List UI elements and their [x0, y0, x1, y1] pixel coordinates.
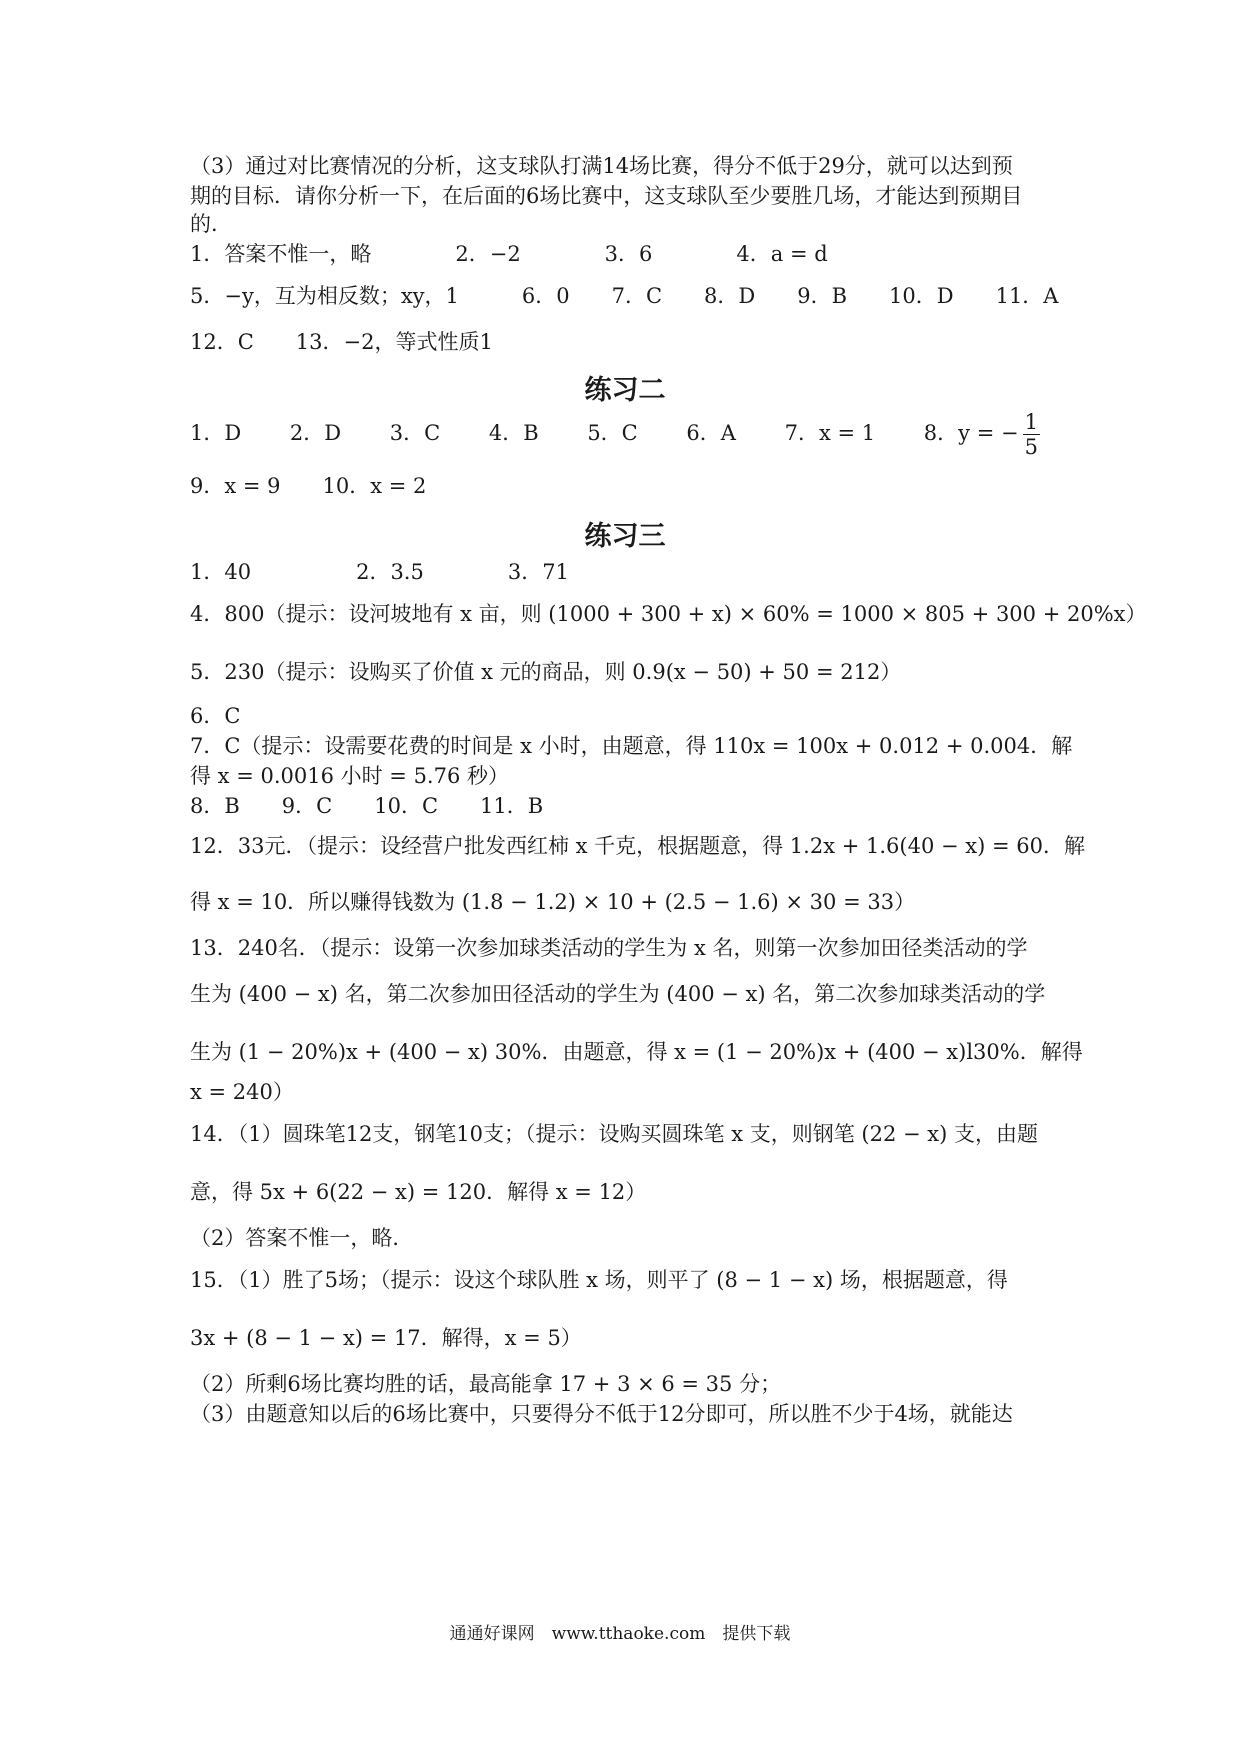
ex3-line-6: 得 x = 0.0016 小时 = 5.76 秒） [190, 764, 509, 788]
section-title-exercise-3: 练习三 [584, 521, 666, 552]
ex3-line-13: x = 240） [190, 1080, 294, 1104]
ex1-line-2: 5．−y，互为相反数；xy，1 6．0 7．C 8．D 9．B 10．D 11．A [190, 284, 1059, 308]
ex3-line-5: 7．C（提示：设需要花费的时间是 x 小时，由题意，得 110x = 100x + 0.012 + 0.004．解 [190, 734, 1073, 758]
fraction-numerator: 1 [1024, 410, 1038, 434]
ex3-line-18: 3x + (8 − 1 − x) = 17．解得，x = 5） [190, 1326, 582, 1350]
intro-line-1: （3）通过对比赛情况的分析，这支球队打满14场比赛，得分不低于29分，就可以达到预 [190, 154, 1013, 178]
ex3-line-10: 13．240名．（提示：设第一次参加球类活动的学生为 x 名，则第一次参加田径类活动的学 [190, 936, 1028, 960]
ex3-line-14: 14．（1）圆珠笔12支，钢笔10支；（提示：设购买圆珠笔 x 支，则钢笔 (22 − x) 支，由题 [190, 1122, 1038, 1146]
ex3-line-7: 8．B 9．C 10．C 11．B [190, 794, 544, 818]
intro-line-2: 期的目标．请你分析一下，在后面的6场比赛中，这支球队至少要胜几场，才能达到预期目 [190, 184, 1023, 208]
ex3-line-9: 得 x = 10．所以赚得钱数为 (1.8 − 1.2) × 10 + (2.5 − 1.6) × 30 = 33） [190, 890, 916, 914]
ex3-line-19: （2）所剩6场比赛均胜的话，最高能拿 17 + 3 × 6 = 35 分； [190, 1372, 782, 1396]
ex3-line-12: 生为 (1 − 20%)x + (400 − x) 30%．由题意，得 x = (1 − 20%)x + (400 − x)l30%．解得 [190, 1040, 1083, 1064]
footer-watermark: 通通好课网 www.tthaoke.com 提供下载 [449, 1624, 791, 1644]
ex3-line-15: 意，得 5x + 6(22 − x) = 120．解得 x = 12） [190, 1180, 647, 1204]
ex3-line-1: 1．40 2．3.5 3．71 [190, 560, 569, 584]
section-title-exercise-2: 练习二 [584, 375, 666, 406]
fraction-denominator: 5 [1024, 435, 1038, 459]
ex2-line-1 [190, 408, 1040, 459]
ex3-line-16: （2）答案不惟一，略． [190, 1226, 414, 1250]
ex1-line-3: 12．C 13．−2，等式性质1 [190, 330, 493, 354]
intro-line-3: 的． [190, 212, 232, 236]
fraction [1023, 410, 1040, 459]
ex3-line-3: 5．230（提示：设购买了价值 x 元的商品，则 0.9(x − 50) + 50 = 212） [190, 660, 902, 684]
ex3-line-4: 6．C [190, 704, 241, 728]
ex2-answers: 1．D 2．D 3．C 4．B 5．C 6．A 7．x = 1 8．y = − [190, 421, 1019, 445]
ex3-line-8: 12．33元．（提示：设经营户批发西红柿 x 千克，根据题意，得 1.2x + 1.6(40 − x) = 60．解 [190, 834, 1085, 858]
ex3-line-17: 15．（1）胜了5场；（提示：设这个球队胜 x 场，则平了 (8 − 1 − x) 场，根据题意，得 [190, 1268, 1008, 1292]
ex2-line-2: 9．x = 9 10．x = 2 [190, 474, 427, 498]
ex3-line-11: 生为 (400 − x) 名，第二次参加田径活动的学生为 (400 − x) 名，第二次参加球类活动的学 [190, 982, 1046, 1006]
ex3-line-20: （3）由题意知以后的6场比赛中，只要得分不低于12分即可，所以胜不少于4场，就能达 [190, 1402, 1013, 1426]
ex1-line-1: 1．答案不惟一，略 2．−2 3．6 4．a = d [190, 242, 828, 266]
ex3-line-2: 4．800（提示：设河坡地有 x 亩，则 (1000 + 300 + x) × 60% = 1000 × 805 + 300 + 20%x） [190, 602, 1147, 626]
